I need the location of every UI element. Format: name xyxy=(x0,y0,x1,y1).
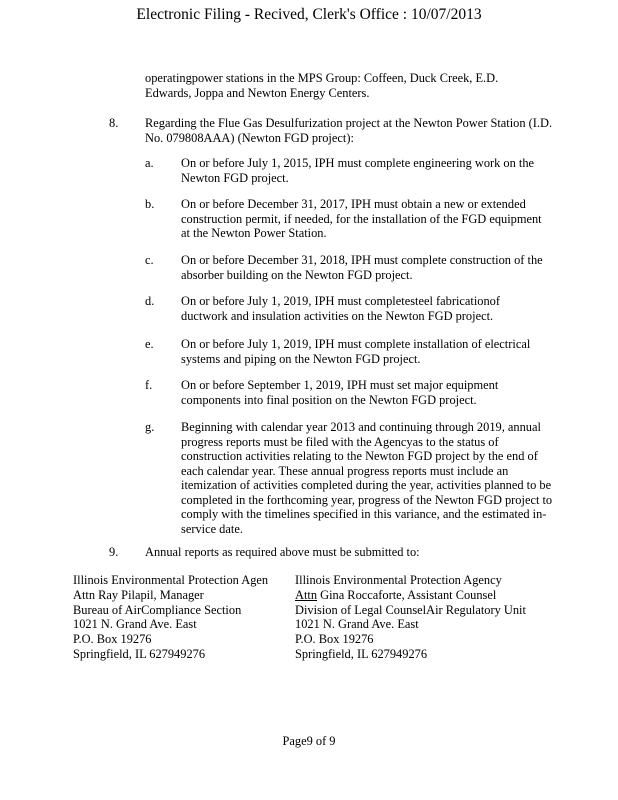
subitem-paragraph xyxy=(181,294,500,323)
text-line: On or before December 31, 2018, IPH must complete construction of the xyxy=(181,253,543,267)
text-line: service date. xyxy=(181,521,243,536)
attn-label: Attn xyxy=(295,587,318,602)
text-line: On or before July 1, 2015, IPH must complete engineering work on the xyxy=(181,156,535,170)
text-line: construction activities relating to the Newton FGD project by the end of xyxy=(181,449,538,463)
address-line: P.O. Box 19276 xyxy=(295,632,374,647)
text-line: completed in the forthcoming year, progress of the Newton FGD project to xyxy=(181,492,553,507)
subitem-letter: f. xyxy=(145,378,153,392)
text-line: Beginning with calendar year 2013 and continuing through 2019, annual xyxy=(181,420,541,434)
attn-name: Gina Roccaforte, Assistant Counsel xyxy=(317,587,497,602)
text-line: construction permit, if needed, for the installation of the FGD equipment xyxy=(181,211,542,226)
subitem-letter: c. xyxy=(145,253,154,267)
text-line: Newton FGD project. xyxy=(181,170,289,185)
page-number: Page9 of 9 xyxy=(282,734,336,748)
text-line: On or before December 31, 2017, IPH must obtain a new or extended xyxy=(181,197,526,211)
subitem-paragraph xyxy=(181,253,543,282)
address-line: Illinois Environmental Protection Agen xyxy=(73,573,269,587)
text-line: progress reports must be filed with the Agencyas to the status of xyxy=(181,434,499,449)
subitem-letter: b. xyxy=(145,197,155,211)
address-line: Division of Legal CounselAir Regulatory Unit xyxy=(295,602,526,617)
text-line: itemization of activities completed during the year, activities planned to be xyxy=(181,478,552,492)
text-line: On or before July 1, 2019, IPH must complete installation of electrical xyxy=(181,337,531,351)
text-line: components into final position on the Newton FGD project. xyxy=(181,392,477,407)
text-line: comply with the timelines specified in this variance, and the estimated in- xyxy=(181,507,547,521)
item-8-paragraph xyxy=(145,116,552,145)
continuation-paragraph xyxy=(145,71,498,100)
subitem-paragraph xyxy=(181,420,552,536)
subitem-paragraph xyxy=(181,337,530,366)
subitem-paragraph xyxy=(181,378,498,407)
address-line: P.O. Box 19276 xyxy=(73,632,152,647)
filing-header: Electronic Filing - Recived, Clerk's Office : 10/07/2013 xyxy=(136,6,482,23)
text-line: Annual reports as required above must be submitted to: xyxy=(145,545,420,559)
text-line: ductwork and insulation activities on the Newton FGD project. xyxy=(181,308,494,323)
text-line: On or before July 1, 2019, IPH must completesteel fabricationof xyxy=(181,294,500,308)
subitem-letter: e. xyxy=(145,337,154,351)
text-line: each calendar year. These annual progress reports must include an xyxy=(181,463,509,478)
address-line: 1021 N. Grand Ave. East xyxy=(73,617,197,632)
text-line: No. 079808AAA) (Newton FGD project): xyxy=(145,130,354,145)
address-line: Bureau of AirCompliance Section xyxy=(73,602,242,617)
address-line: Springfield, IL 627949276 xyxy=(73,646,206,661)
text-line: Regarding the Flue Gas Desulfurization project at the Newton Power Station (I.D. xyxy=(145,116,553,130)
text-line: Edwards, Joppa and Newton Energy Centers. xyxy=(145,85,370,100)
subitem-paragraph xyxy=(181,197,542,241)
address-line: 1021 N. Grand Ave. East xyxy=(295,617,419,632)
text-line: operatingpower stations in the MPS Group: Coffeen, Duck Creek, E.D. xyxy=(145,71,499,85)
text-line: at the Newton Power Station. xyxy=(181,226,327,240)
address-attn-line xyxy=(295,588,526,603)
address-line: Illinois Environmental Protection Agency xyxy=(295,573,502,587)
text-line: systems and piping on the Newton FGD project. xyxy=(181,351,421,366)
address-block-left xyxy=(73,573,268,662)
subitem-paragraph xyxy=(181,156,534,185)
text-line: absorber building on the Newton FGD project. xyxy=(181,267,413,282)
item-number: 8. xyxy=(109,116,119,130)
subitem-letter: d. xyxy=(145,294,155,308)
address-block-right xyxy=(295,573,526,662)
subitem-letter: a. xyxy=(145,156,154,170)
item-number: 9. xyxy=(109,545,119,559)
item-9-paragraph xyxy=(145,545,420,560)
address-line: Attn Ray Pilapil, Manager xyxy=(73,587,204,602)
subitem-letter: g. xyxy=(145,420,155,434)
address-line: Springfield, IL 627949276 xyxy=(295,646,428,661)
text-line: On or before September 1, 2019, IPH must set major equipment xyxy=(181,378,499,392)
